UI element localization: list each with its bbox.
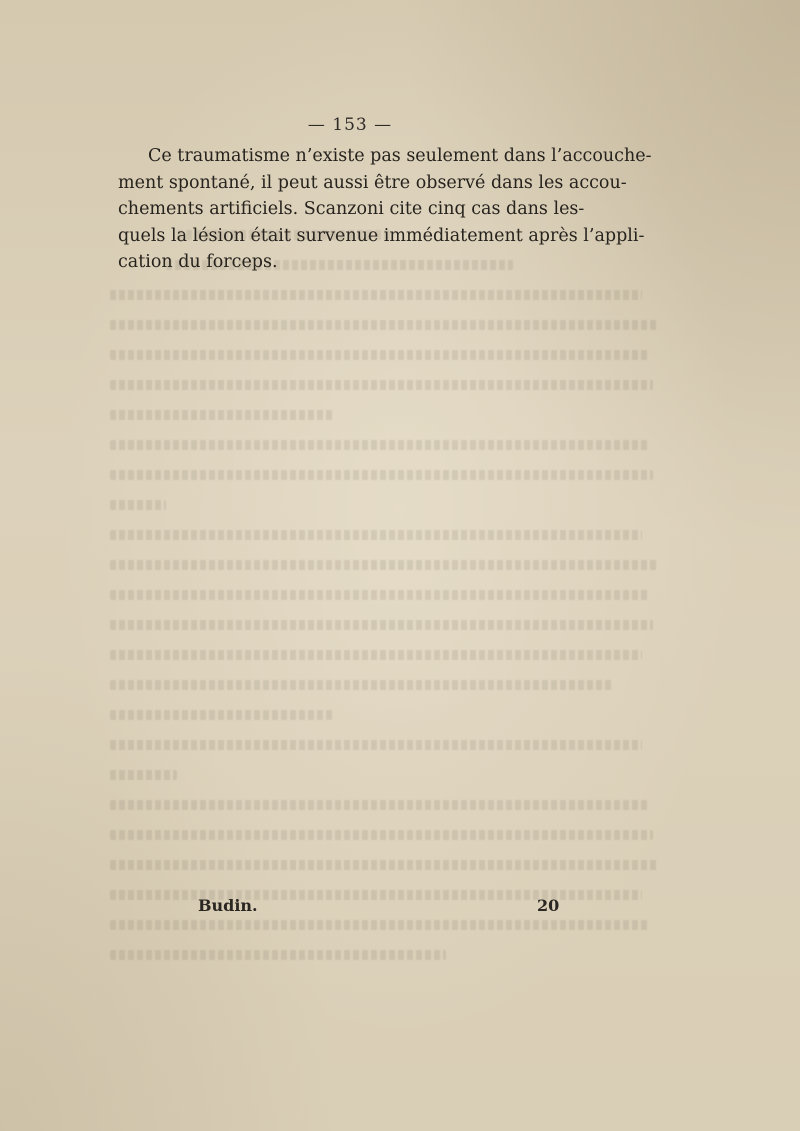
text-line: cation du forceps. [118,252,278,272]
footer-author: Budin. [198,896,258,915]
text-line: quels la lésion était survenue immédiatement après l’appli- [118,225,645,246]
footer-signature-number: 20 [537,896,560,915]
body-paragraph [118,143,652,276]
text-line: Ce traumatisme n’existe pas seulement dans l’accouche- [148,146,652,166]
text-line: chements artificiels. Scanzoni cite cinq cas dans les- [118,199,585,219]
page-number: — 153 — [307,115,393,135]
show-through-text [110,230,670,870]
text-line: ment spontané, il peut aussi être observé dans les accou- [118,172,627,193]
